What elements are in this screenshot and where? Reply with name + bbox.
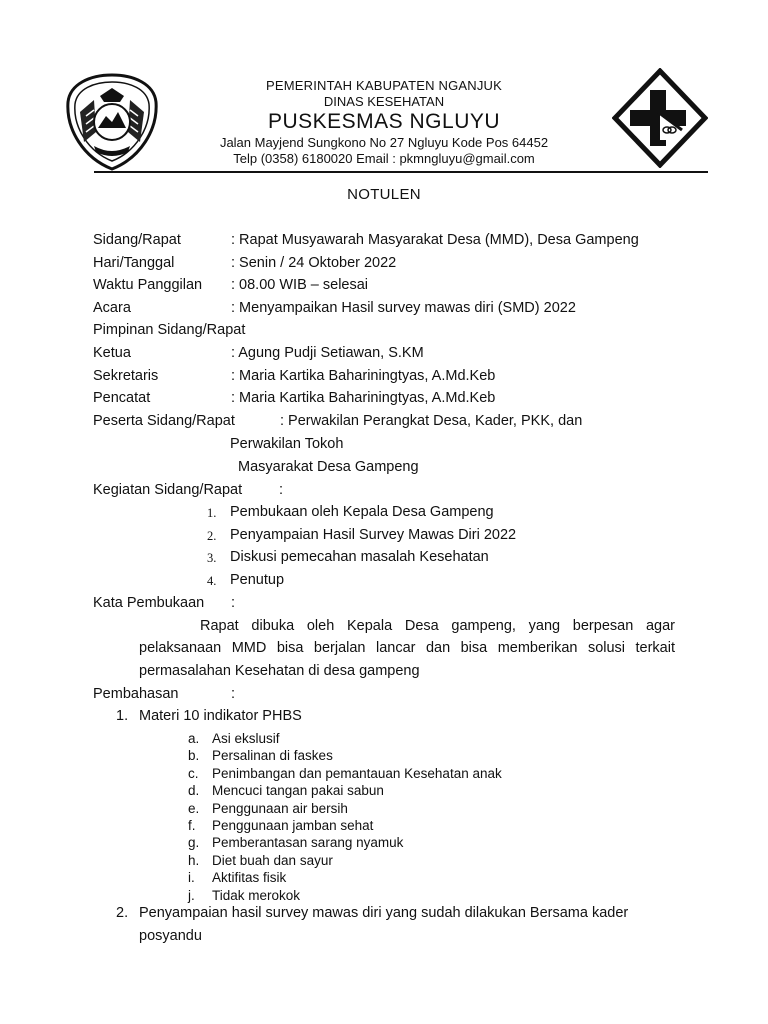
field-label-sekretaris: Sekretaris (93, 368, 159, 384)
pembukaan-paragraph-line: permasalahan Kesehatan di desa gampeng (139, 663, 420, 679)
indikator-letter: d. (188, 783, 200, 799)
pembahasan-colon: : (231, 686, 236, 702)
header-address: Jalan Mayjend Sungkono No 27 Ngluyu Kode Pos 64452 (219, 135, 549, 150)
kegiatan-label: Kegiatan Sidang/Rapat (93, 482, 243, 498)
pembahasan-item-text: Materi 10 indikator PHBS (139, 708, 302, 724)
indikator-letter: a. (188, 731, 200, 746)
field-label-peserta: Peserta Sidang/Rapat (93, 413, 235, 429)
field-label-sidang: Sidang/Rapat (93, 232, 181, 248)
indikator-text: Penimbangan dan pemantauan Kesehatan anak (212, 765, 502, 781)
pembahasan-item-number: 1. (116, 708, 129, 724)
indikator-text: Persalinan di faskes (212, 748, 333, 764)
pembukaan-colon: : (231, 595, 236, 611)
field-label-waktu: Waktu Panggilan (93, 277, 203, 293)
pembahasan-item-text: Penyampaian hasil survey mawas diri yang sudah dilakukan Bersama kader (139, 905, 629, 921)
indikator-letter: e. (188, 800, 200, 816)
kegiatan-item-number: 3. (207, 551, 217, 565)
indikator-letter: b. (188, 748, 200, 764)
field-value-waktu: : 08.00 WIB – selesai (231, 277, 369, 293)
document-title: NOTULEN (347, 186, 421, 203)
pembukaan-paragraph-line: pelaksanaan MMD bisa berjalan lancar dan bisa memberikan solusi terkait (139, 640, 675, 656)
pembukaan-paragraph-line: Rapat dibuka oleh Kepala Desa gampeng, yang berpesan agar (200, 618, 675, 634)
indikator-letter: h. (188, 852, 200, 868)
indikator-text: Asi ekslusif (212, 731, 280, 746)
kegiatan-item-text: Penyampaian Hasil Survey Mawas Diri 2022 (230, 527, 517, 543)
header-title: PUSKESMAS NGLUYU (267, 110, 501, 133)
indikator-letter: f. (188, 818, 196, 833)
pembahasan-item-text-continued: posyandu (139, 928, 202, 944)
field-value-peserta-line2: Perwakilan Tokoh (230, 436, 344, 452)
field-value-acara: : Menyampaikan Hasil survey mawas diri (SMD) 2022 (231, 300, 576, 316)
field-label-pencatat: Pencatat (93, 390, 151, 406)
indikator-text: Penggunaan air bersih (212, 800, 348, 816)
indikator-letter: c. (188, 765, 199, 781)
indikator-text: Mencuci tangan pakai sabun (212, 783, 384, 799)
field-value-pencatat: : Maria Kartika Bahariningtyas, A.Md.Keb (231, 390, 496, 406)
kegiatan-item-text: Diskusi pemecahan masalah Kesehatan (230, 549, 489, 565)
header-government-line: PEMERINTAH KABUPATEN NGANJUK (265, 78, 503, 93)
field-value-peserta: : Perwakilan Perangkat Desa, Kader, PKK, dan (280, 413, 583, 429)
field-label-hari: Hari/Tanggal (93, 255, 175, 271)
pembahasan-item-number: 2. (116, 905, 129, 921)
indikator-letter: g. (188, 835, 200, 851)
field-label-acara: Acara (93, 300, 131, 316)
field-value-ketua: : Agung Pudji Setiawan, S.KM (231, 345, 424, 361)
kegiatan-item-number: 4. (207, 574, 217, 588)
header-divider (94, 171, 708, 173)
indikator-letter: j. (188, 887, 195, 903)
kegiatan-colon: : (279, 482, 284, 498)
header-contact: Telp (0358) 6180020 Email : pkmngluyu@gmail.com (233, 151, 535, 166)
indikator-text: Pemberantasan sarang nyamuk (212, 835, 404, 851)
field-label-ketua: Ketua (93, 345, 131, 361)
kegiatan-item-text: Penutup (230, 572, 285, 588)
field-value-hari: : Senin / 24 Oktober 2022 (231, 255, 397, 271)
kegiatan-item-number: 2. (207, 529, 217, 543)
header-department-line: DINAS KESEHATAN (323, 94, 445, 109)
field-label-pimpinan: Pimpinan Sidang/Rapat (93, 322, 246, 338)
kegiatan-item-text: Pembukaan oleh Kepala Desa Gampeng (230, 504, 494, 520)
pembahasan-label: Pembahasan (93, 686, 179, 702)
indikator-letter: i. (188, 870, 195, 886)
kegiatan-item-number: 1. (207, 506, 217, 520)
indikator-text: Diet buah dan sayur (212, 852, 333, 868)
field-value-sidang: : Rapat Musyawarah Masyarakat Desa (MMD), Desa Gampeng (231, 232, 639, 248)
indikator-text: Penggunaan jamban sehat (212, 818, 374, 833)
field-value-sekretaris: : Maria Kartika Bahariningtyas, A.Md.Keb (231, 368, 496, 384)
indikator-text: Aktifitas fisik (212, 870, 287, 886)
pembukaan-label: Kata Pembukaan (93, 595, 205, 611)
indikator-text: Tidak merokok (212, 887, 301, 903)
field-value-peserta-line3: Masyarakat Desa Gampeng (238, 459, 419, 475)
